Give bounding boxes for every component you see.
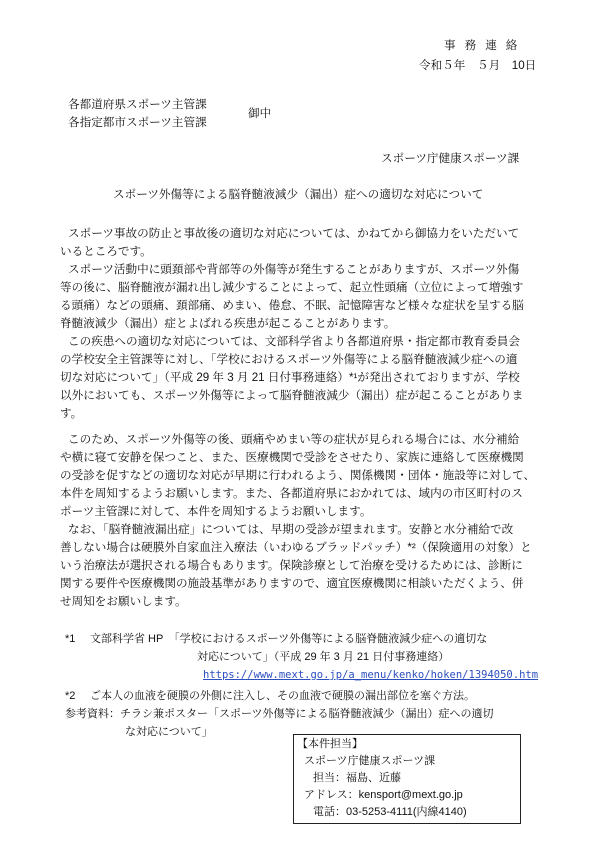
body-line: いう治療法が選択される場合もあります。保険診療として治療を受けるためには、診断に [60, 559, 523, 572]
contact-person: 担当：福島、近藤 [313, 772, 401, 784]
body-line: この疾患への適切な対応については、文部科学省より各都道府県・指定都市教育委員会 [68, 335, 520, 348]
body-line: スポーツ活動中に頭頚部や背部等の外傷等が発生することがありますが、スポーツ外傷 [68, 263, 520, 276]
body-line: いるところです。 [60, 245, 152, 258]
contact-phone: 電話：03-5253-4111(内線4140) [313, 806, 467, 818]
contact-heading: 【本件担当】 [297, 738, 363, 750]
footnote-1-mark: *1 [65, 633, 76, 645]
body-line: す。 [60, 407, 83, 420]
footnote-1-text: 文部科学省 HP 「学校におけるスポーツ外傷等による脳脊髄液減少症への適切な [90, 633, 488, 645]
reference-material-cont: な対応について」 [125, 726, 213, 738]
body-line: 等の後に、脳脊髄液が漏れ出し減少することによって、起立性頭痛（立位によって増強す [60, 281, 524, 294]
document-type: 事務連絡 [444, 39, 527, 52]
contact-email: アドレス：kensport@mext.go.jp [304, 789, 463, 801]
document-title: スポーツ外傷等による脳脊髄液減少（漏出）症への適切な対応について [113, 188, 484, 201]
body-line: なお、「脳脊髄液漏出症」については、早期の受診が望まれます。安静と水分補給で改 [68, 523, 514, 536]
body-line: スポーツ事故の防止と事故後の適切な対応については、かねてから御協力をいただいて [68, 227, 520, 240]
body-line: 関する要件や医療機関の施設基準がありますので、適宜医療機関に相談いただくよう、併 [60, 577, 524, 590]
body-line: 脊髄液減少（漏出）症とよばれる疾患が起こることがあります。 [60, 317, 396, 330]
reference-material: 参考資料：チラシ兼ポスター「スポーツ外傷等による脳脊髄液減少（漏出）症への適切 [65, 708, 494, 720]
body-line: 以外においても、スポーツ外傷等によって脳脊髄液減少（漏出）症が起こることがありま [60, 389, 524, 402]
sender-department: スポーツ庁健康スポーツ課 [381, 152, 520, 165]
body-line: せ周知をお願いします。 [60, 595, 187, 608]
body-line: る頭痛）などの頭痛、頚部痛、めまい、倦怠、不眠、記憶障害など様々な症状を呈する脳 [60, 299, 524, 312]
issue-date: 令和５年 ５月 10日 [419, 59, 537, 72]
body-line: 切な対応について」（平成 29 年 3 月 21 日付事務連絡）*¹が発出されておりますが、学校 [60, 371, 520, 384]
body-line: や横に寝て安静を保つこと、また、医療機関で受診をさせたり、家族に連絡して医療機関 [60, 451, 524, 464]
body-line: このため、スポーツ外傷等の後、頭痛やめまい等の症状が見られる場合には、水分補給 [68, 433, 520, 446]
body-line: の受診を促すなどの適切な対応が早期に行われるよう、関係機関・団体・施設等に対して、 [60, 469, 536, 482]
recipient-prefectures: 各都道府県スポーツ主管課 [68, 98, 207, 111]
body-line: 本件を周知するようお願いします。また、各都道府県におかれては、域内の市区町村のス [60, 487, 523, 500]
body-line: 善しない場合は硬膜外自家血注入療法（いわゆるブラッドパッチ）*²（保険適用の対象）と [60, 541, 532, 554]
footnote-2-mark: *2 [65, 690, 76, 702]
contact-department: スポーツ庁健康スポーツ課 [304, 755, 436, 767]
footnote-1-link[interactable]: https://www.mext.go.jp/a_menu/kenko/hoken/1394050.htm [203, 669, 539, 681]
recipient-honorific: 御中 [248, 107, 272, 120]
recipient-cities: 各指定都市スポーツ主管課 [68, 116, 207, 129]
footnote-2-text: ご本人の血液を硬膜の外側に注入し、その血液で硬膜の漏出部位を塞ぐ方法。 [90, 690, 475, 702]
body-line: ポーツ主管課に対して、本件を周知するようお願いします。 [60, 505, 372, 518]
footnote-1-text-cont: 対応について」（平成 29 年 3 月 21 日付事務連絡） [197, 651, 450, 663]
body-line: の学校安全主管課等に対し、「学校におけるスポーツ外傷等による脳脊髄液減少症への適 [60, 353, 518, 366]
